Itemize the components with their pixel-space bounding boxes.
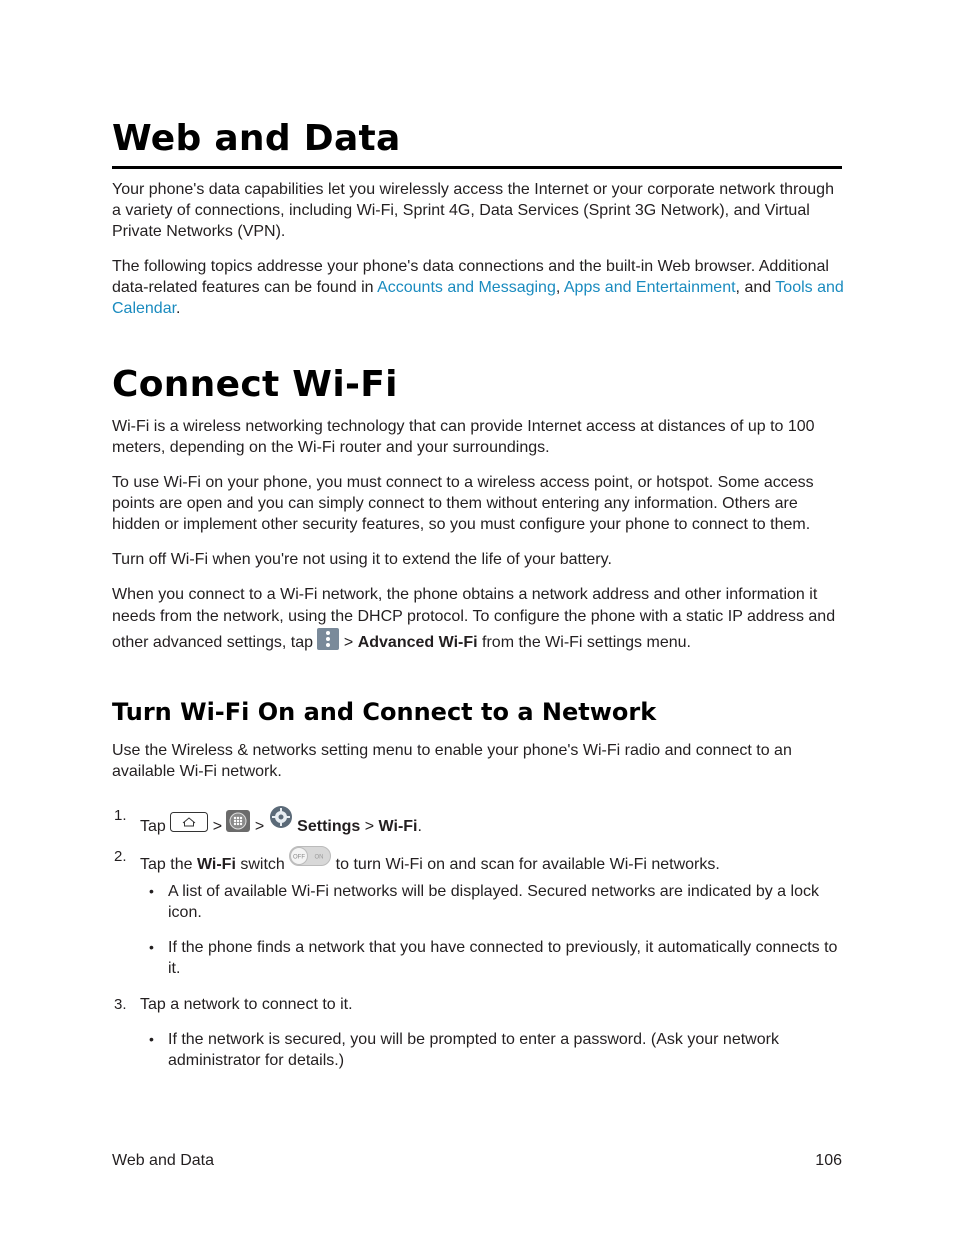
- switch-text: switch: [235, 856, 290, 873]
- apps-icon: [226, 810, 250, 838]
- advanced-wifi-label: Advanced Wi-Fi: [357, 634, 478, 651]
- page-title: Web and Data: [112, 118, 842, 169]
- link-apps-entertainment[interactable]: Apps and Entertainment: [563, 279, 736, 296]
- connect-p4-text: When you connect to a Wi-Fi network, the phone obtains a network address and other information it needs from the network, using the DHCP protocol. To configure the phone with a static IP address and other advanced settings, tap: [112, 586, 836, 651]
- section-heading-connect-wifi: Connect Wi-Fi: [112, 364, 398, 405]
- connect-paragraph-2: To use Wi-Fi on your phone, you must connect to a wireless access point, or hotspot. Some access points are open and you can simply connect to them without entering any information. Others are hidden or implement other security features, so you must configure your phone to connect to them.: [112, 474, 814, 533]
- home-icon: [170, 812, 208, 838]
- separator: >: [250, 818, 269, 835]
- connect-paragraph-3: Turn off Wi-Fi when you're not using it to extend the life of your battery.: [112, 551, 612, 568]
- period: .: [176, 300, 181, 317]
- subsection-heading-turn-wifi-on: Turn Wi-Fi On and Connect to a Network: [112, 698, 657, 726]
- comma: ,: [555, 279, 564, 296]
- intro-p2-text: The following topics addresse your phone's data connections and the built-in Web browser. Additional data-related features can be found in: [112, 258, 829, 296]
- settings-label: Settings: [297, 818, 361, 835]
- intro-paragraph-2: [112, 256, 844, 319]
- connect-paragraph-1: Wi-Fi is a wireless networking technology that can provide Internet access at distances of up to 100 meters, depending on the Wi-Fi router and your surroundings.: [112, 418, 815, 456]
- and-text: , and: [735, 279, 776, 296]
- wifi-label: Wi-Fi: [196, 856, 236, 873]
- connect-paragraph-4: [112, 584, 844, 657]
- bullet-dot: •: [149, 939, 154, 955]
- step-text: Tap a network to connect to it.: [140, 996, 353, 1013]
- step-number: 2.: [114, 848, 127, 865]
- bullet-dot: •: [149, 1031, 154, 1047]
- step-text: [140, 846, 840, 875]
- intro-paragraph-1: Your phone's data capabilities let you wirelessly access the Internet or your corporate network through a variety of connections, including Wi-Fi, Sprint 4G, Data Services (Sprint 3G Network), and Virtual Private Networks (VPN).: [112, 181, 834, 240]
- link-accounts-messaging[interactable]: Accounts and Messaging: [377, 279, 556, 296]
- separator: >: [360, 818, 379, 835]
- turn-on-intro: Use the Wireless & networks setting menu to enable your phone's Wi-Fi radio and connect to an available Wi-Fi network.: [112, 742, 792, 780]
- toggle-on-text: ON: [314, 854, 324, 861]
- bullet-dot: •: [149, 883, 154, 899]
- toggle-off-text: OFF: [293, 854, 306, 861]
- period: .: [417, 818, 422, 835]
- connect-p4-end: from the Wi-Fi settings menu.: [477, 634, 691, 651]
- step-number: 3.: [114, 996, 127, 1013]
- bullet-text: If the phone finds a network that you have connected to previously, it automatically connects to it.: [168, 939, 838, 977]
- bullet-text: A list of available Wi-Fi networks will be displayed. Secured networks are indicated by a lock icon.: [168, 883, 819, 921]
- step-text: [140, 805, 840, 838]
- step-number: 1.: [114, 807, 127, 824]
- settings-gear-icon: [269, 805, 293, 835]
- separator: >: [339, 634, 358, 651]
- link-tools-calendar[interactable]: Tools and Calendar: [112, 279, 844, 317]
- step2-end: to turn Wi-Fi on and scan for available Wi-Fi networks.: [331, 856, 720, 873]
- footer-section-title: Web and Data: [112, 1152, 214, 1169]
- tap-text: Tap: [140, 818, 171, 835]
- menu-icon: [317, 628, 339, 657]
- separator: >: [208, 818, 227, 835]
- bullet-text: If the network is secured, you will be prompted to enter a password. (Ask your network administrator for details.): [168, 1031, 779, 1069]
- footer-page-number: 106: [815, 1152, 842, 1169]
- tap-the-text: Tap the: [140, 856, 197, 873]
- wifi-label: Wi-Fi: [378, 818, 418, 835]
- toggle-switch-icon: [289, 846, 331, 872]
